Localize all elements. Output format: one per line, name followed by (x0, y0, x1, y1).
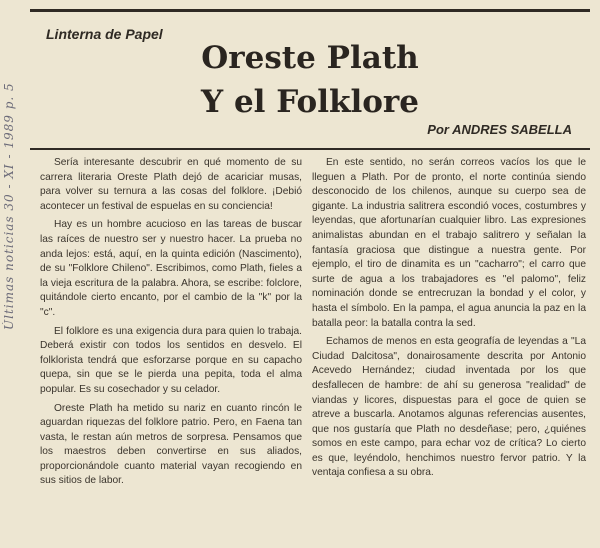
paragraph: Sería interesante descubrir en qué momento de su carrera literaria Oreste Plath dejó de acariciar musas, para volver su ternura a las cosas del folklore. ¡Debió acontecer un festival de espuelas en su conciencia! (40, 157, 302, 212)
paragraph: Echamos de menos en esta geografía de leyendas a "La Ciudad Dalcitosa", donairosamente descrita por Antonio Acevedo Hernández; ciudad inventada por los que desfallecen de hambre: de ahí su generosa "realidad" de viandas y licores, dispuestas para el goce de quien se atreve a buscarla. Anotamos algunas referencias ausentes, que nos gustaría que Plath no desdeñase; pero, ¿quiénes somos en este campo, para echar voz de crítica? Lo cierto es que, leyéndolo, henchimos nuestro fervor patrio. Y la ventaja confiesa a su obra. (312, 336, 586, 479)
right-column (312, 156, 586, 485)
top-rule (30, 9, 590, 12)
title-line-2: Y el Folklore (201, 84, 419, 120)
title-line-1: Oreste Plath (201, 40, 419, 76)
article-title (180, 36, 440, 124)
header-rule (30, 148, 590, 150)
byline: Por ANDRES SABELLA (427, 122, 572, 137)
section-heading: Linterna de Papel (46, 26, 163, 42)
paragraph: En este sentido, no serán correos vacíos los que le lleguen a Plath. Por de pronto, el norte continúa siendo desconocido de los chilenos, aunque su cuerpo sea de gigante. La industria salitrera escondió voces, costumbres y leyendas, que afortunarían cualquier libro. Las expresiones animalistas abundan en el trabajo salitrero y señalan la fantasía graciosa que distingue a nuestra gente. Por ejemplo, el tiro de dinamita es un "cacharro"; el carro que surte de agua a los trabajadores es "el palomo", feliz nominación donde se entrecruzan la bondad y el color, y hasta el símbolo. En la pampa, el agua anuncia la paz en la batalla peor: la batalla contra la sed. (312, 157, 586, 329)
handwritten-margin-note: Últimas noticias 30 - XI - 1989 p. 5 (2, 82, 16, 330)
paragraph: Oreste Plath ha metido su nariz en cuanto rincón le aguardan riquezas del folklore patrio. Pero, en Faena tan vasta, le restan aún metros de sorpresa. Pensamos que los maestros deben convertirse en sus aliados, proporcionándole cuanto material vayan recogiendo en sus sitios de labor. (40, 402, 302, 487)
paragraph: Hay es un hombre acucioso en las tareas de buscar las raíces de nuestro ser y nuestro hacer. La prueba no anda lejos: está, aquí, en la quinta edición (Nascimento), de su "Folklore Chileno". Escribimos, como Plath, fieles a la vieja escritura de la palabra. Ahora, se escribe: folclore, quitándole cierto encanto, por el cambio de la "k" por la "c". (40, 219, 302, 318)
paragraph: El folklore es una exigencia dura para quien lo trabaja. Deberá existir con todos los sentidos en desvelo. El folklorista tendrá que esforzarse porque en su capacho quepa, sin que se le pierda una pepita, toda el alma popular. Es su cosechador y su celador. (40, 325, 302, 395)
left-column (40, 156, 302, 493)
